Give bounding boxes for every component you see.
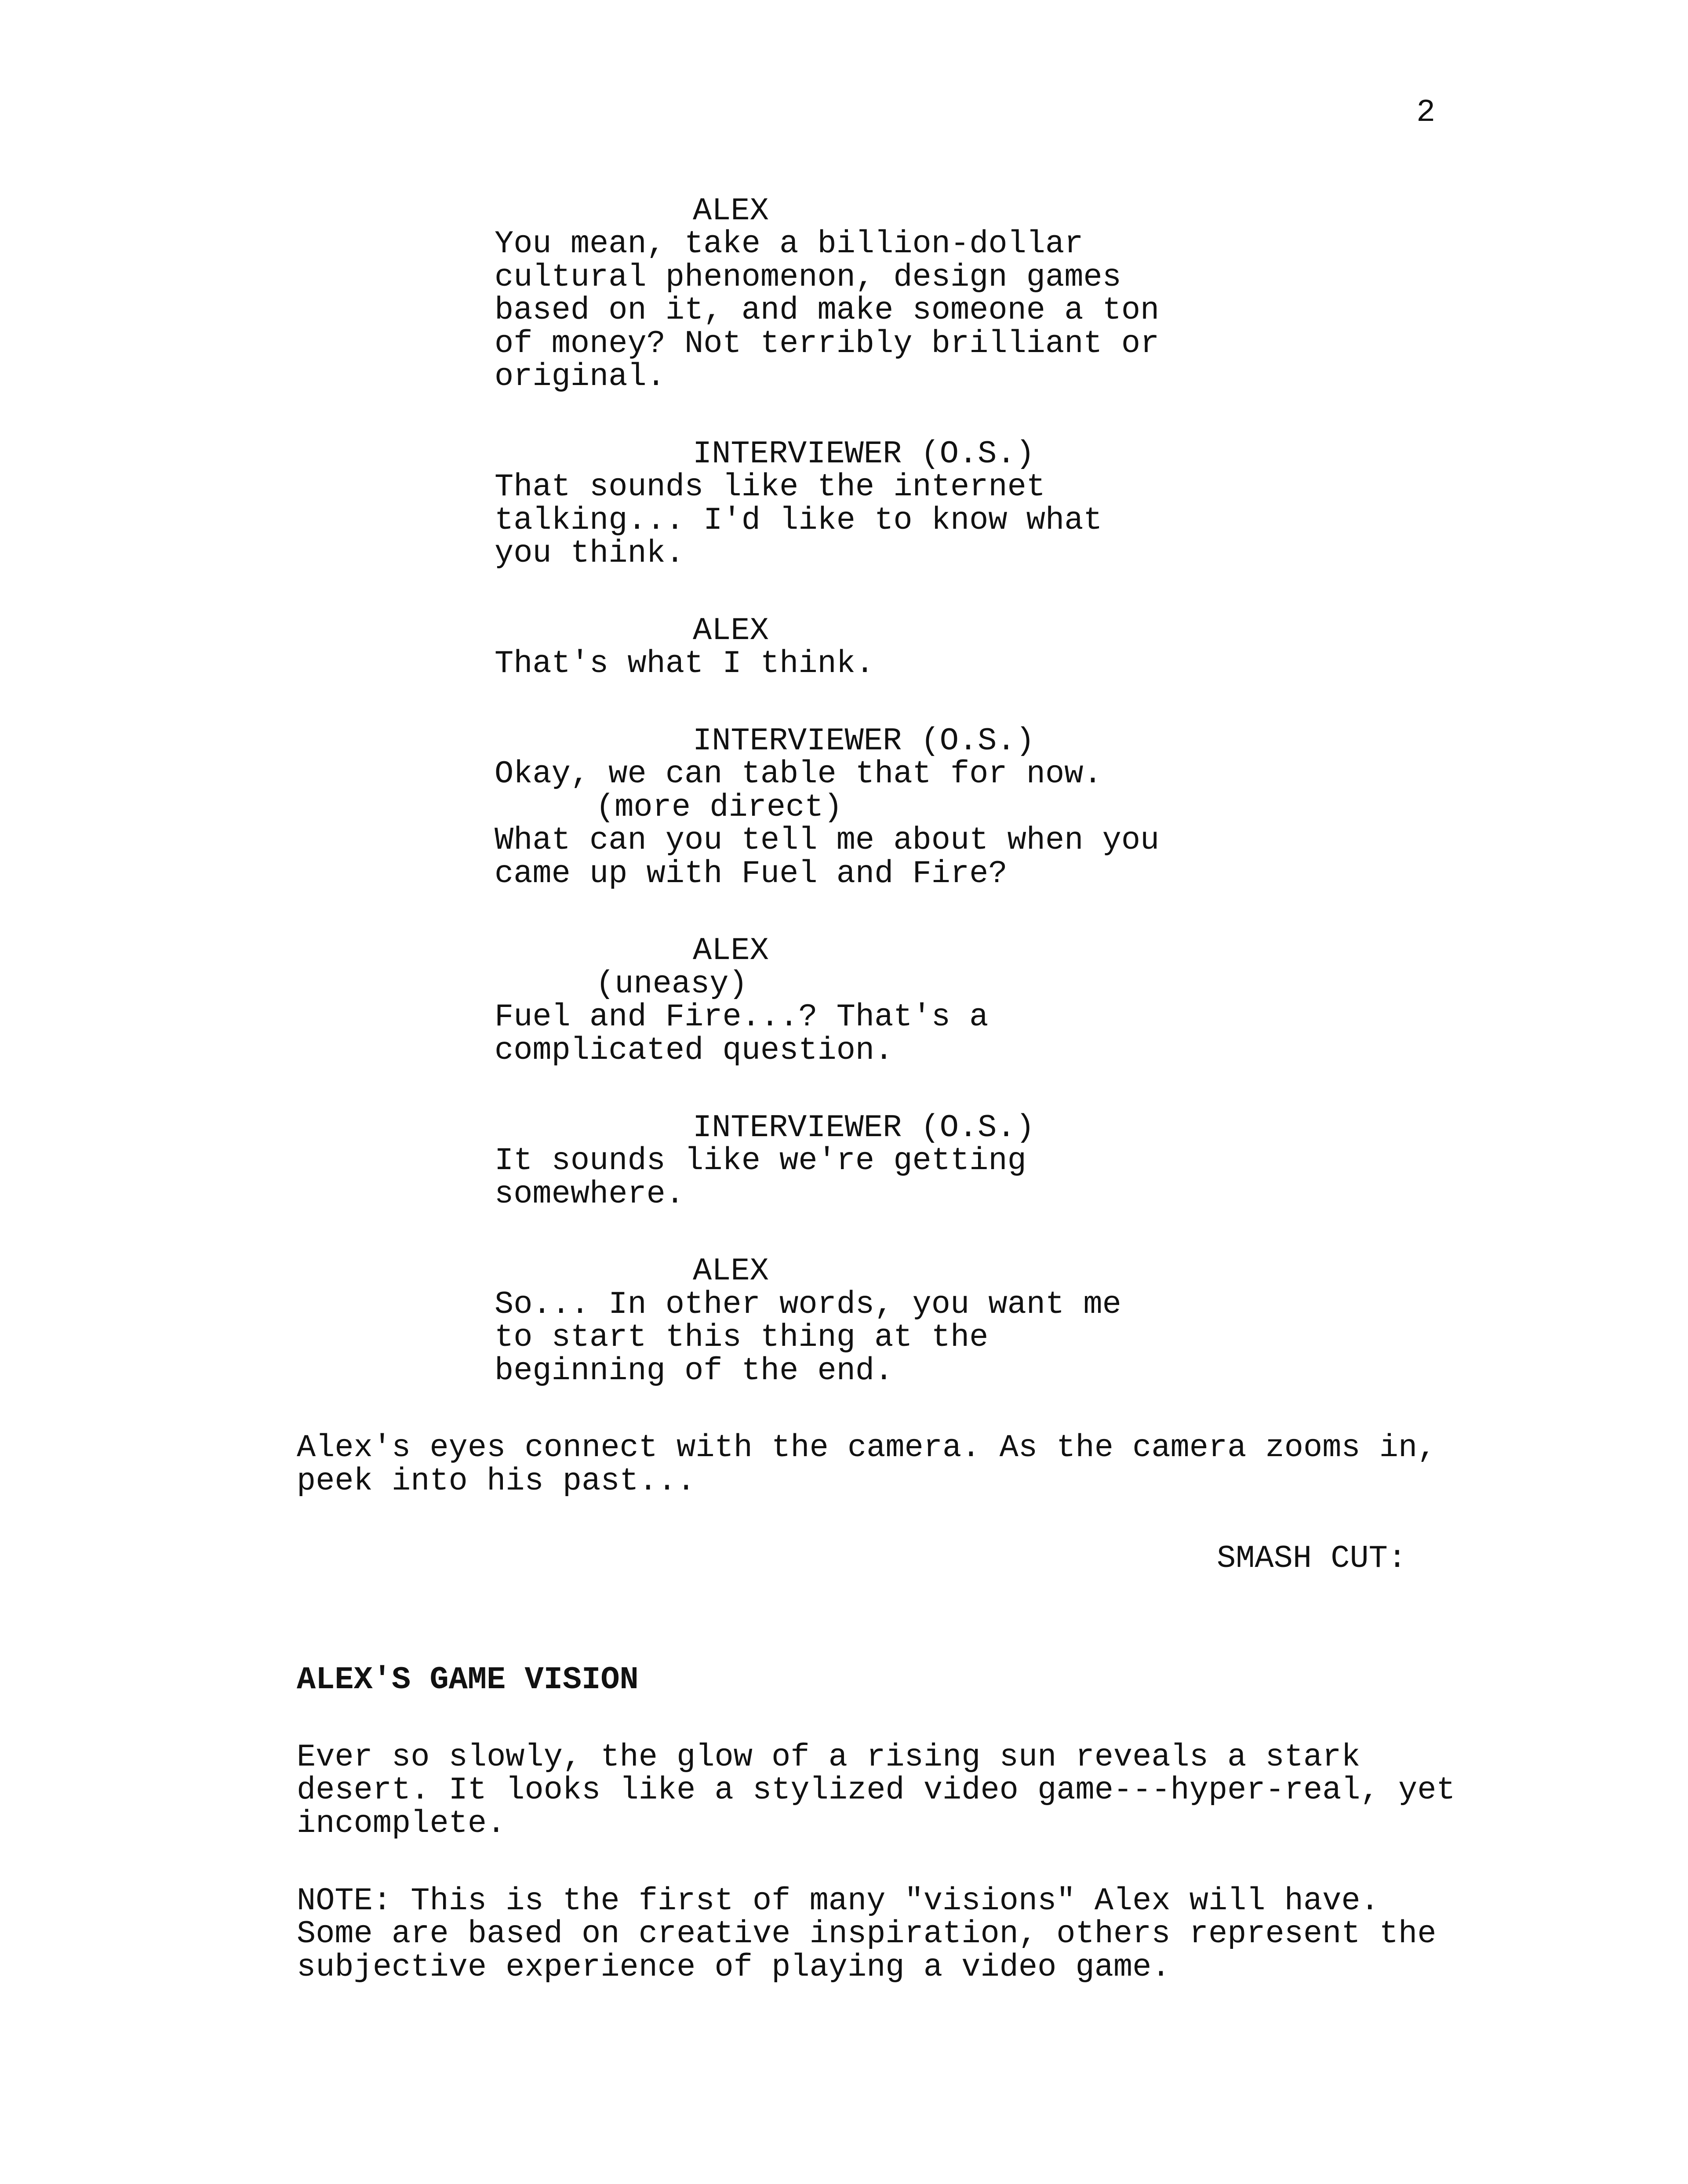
dialogue-line: Okay, we can table that for now.: [495, 756, 1102, 792]
parenthetical: (uneasy): [596, 966, 748, 1002]
action-line: Ever so slowly, the glow of a rising sun reveals a stark: [297, 1739, 1361, 1775]
parenthetical: (more direct): [596, 789, 843, 825]
action-line: incomplete.: [297, 1806, 506, 1842]
dialogue-line: So... In other words, you want me: [495, 1286, 1121, 1323]
scene-heading: ALEX'S GAME VISION: [297, 1662, 639, 1698]
character-name: ALEX: [693, 193, 769, 229]
character-name: ALEX: [693, 1253, 769, 1289]
dialogue-line: cultural phenomenon, design games: [495, 259, 1121, 295]
dialogue-line: talking... I'd like to know what: [495, 502, 1102, 538]
dialogue-line: complicated question.: [495, 1032, 894, 1068]
character-name: INTERVIEWER (O.S.): [693, 436, 1035, 472]
character-name: ALEX: [693, 613, 769, 649]
dialogue-line: of money? Not terribly brilliant or: [495, 326, 1160, 362]
character-name: ALEX: [693, 933, 769, 969]
dialogue-line: you think.: [495, 535, 685, 571]
dialogue-line: to start this thing at the: [495, 1319, 989, 1355]
dialogue-line: That sounds like the internet: [495, 469, 1046, 505]
action-line: Alex's eyes connect with the camera. As the camera zooms in,: [297, 1430, 1437, 1466]
dialogue-line: original.: [495, 359, 666, 395]
dialogue-line: based on it, and make someone a ton: [495, 292, 1160, 328]
action-line: desert. It looks like a stylized video game---hyper-real, yet: [297, 1772, 1455, 1808]
transition: SMASH CUT:: [1217, 1541, 1407, 1577]
character-name: INTERVIEWER (O.S.): [693, 1110, 1035, 1146]
dialogue-line: That's what I think.: [495, 646, 875, 682]
dialogue-line: came up with Fuel and Fire?: [495, 856, 1008, 892]
action-line: NOTE: This is the first of many "visions" Alex will have.: [297, 1883, 1379, 1919]
dialogue-line: beginning of the end.: [495, 1353, 894, 1389]
dialogue-line: It sounds like we're getting: [495, 1143, 1026, 1179]
action-line: subjective experience of playing a video game.: [297, 1949, 1171, 1985]
dialogue-line: Fuel and Fire...? That's a: [495, 999, 989, 1035]
dialogue-line: What can you tell me about when you: [495, 822, 1160, 858]
action-line: Some are based on creative inspiration, others represent the: [297, 1916, 1437, 1952]
action-line: peek into his past...: [297, 1463, 696, 1499]
page-number: 2: [1416, 94, 1436, 131]
dialogue-line: You mean, take a billion-dollar: [495, 226, 1084, 262]
dialogue-line: somewhere.: [495, 1176, 685, 1212]
character-name: INTERVIEWER (O.S.): [693, 723, 1035, 759]
